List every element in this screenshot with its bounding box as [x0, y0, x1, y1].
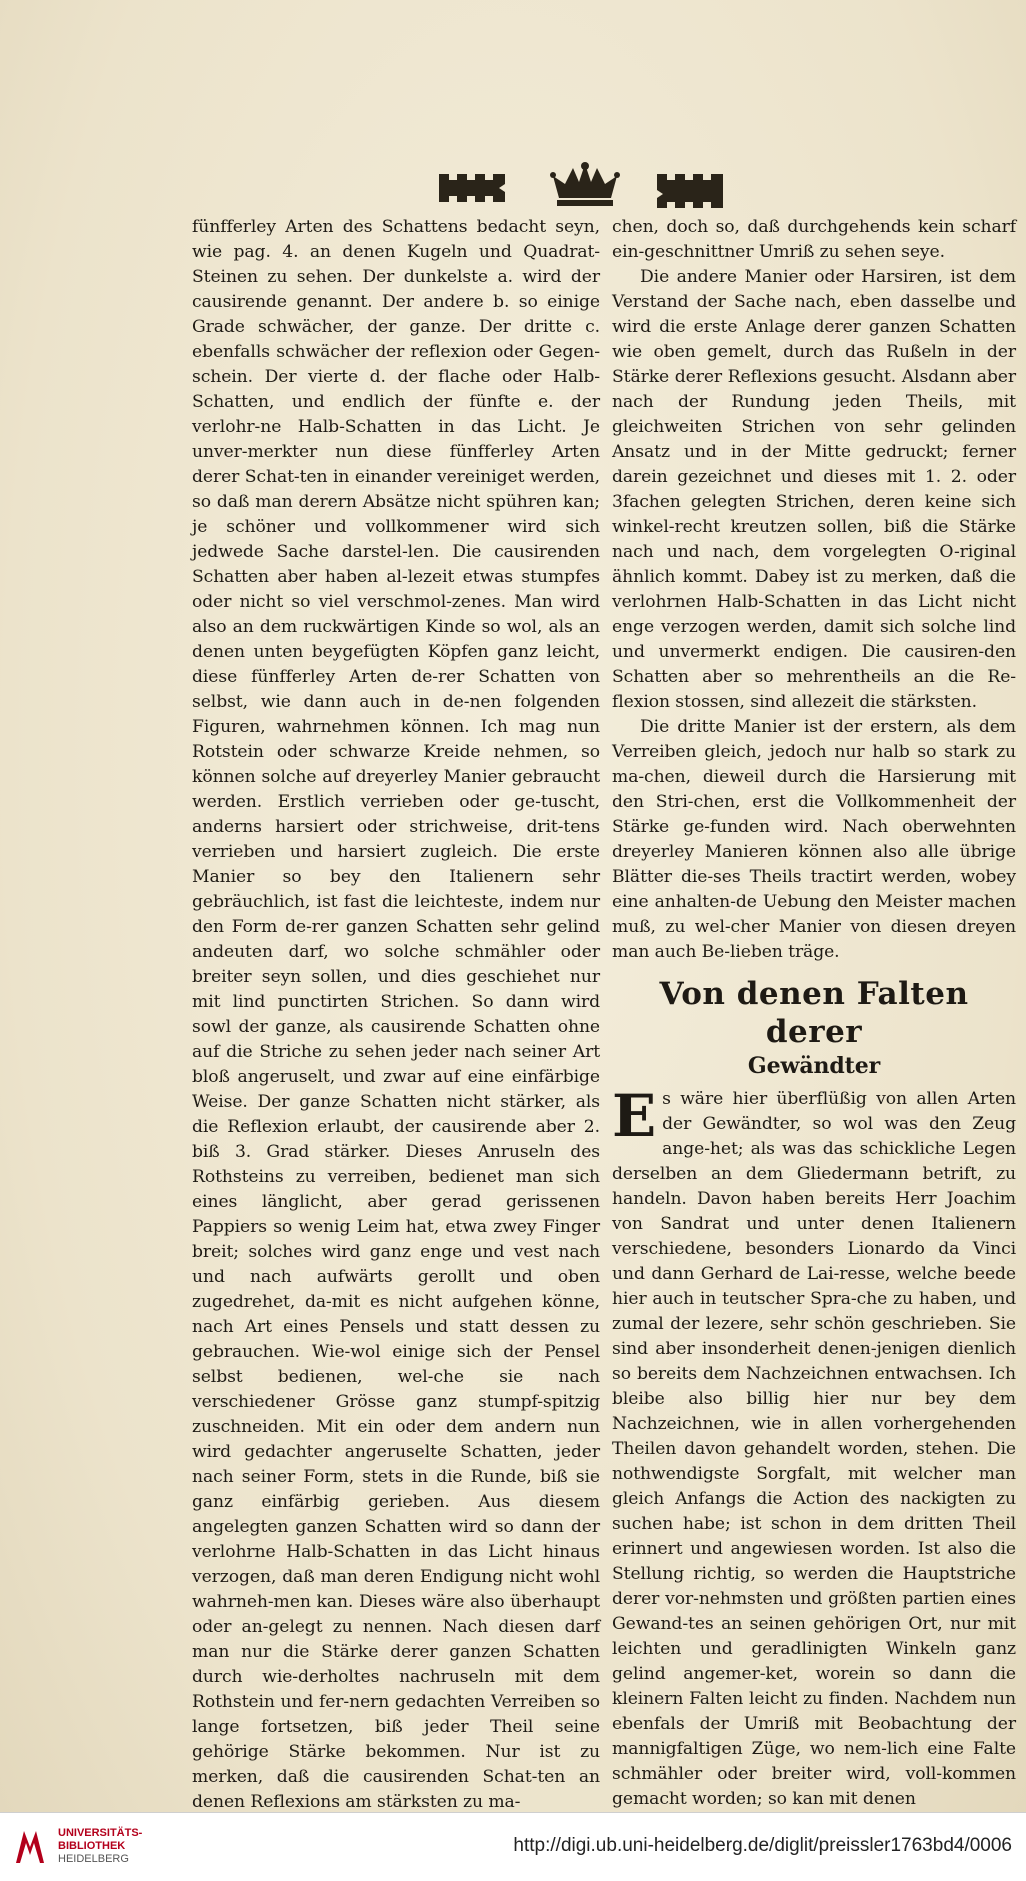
- continuation-paragraph: chen, doch so, daß durchgehends kein scharf ein-geschnittner Umriß zu sehen seye.: [612, 217, 1016, 262]
- third-manner-paragraph: Die dritte Manier ist der erstern, als dem Verreiben gleich, jedoch nur halb so stark zu ma-chen, dieweil durch die Harsierung mit den Stri-chen, erst die Vollkommenheit der Stärke ge-funden wird. Nach oberwehnten dreyerley Manieren können also alle übrige Blätter die-ses Theils tractirt werden, wobey eine anhalten-de Uebung den Meister machen muß, zu wel-cher Manier von diesen dreyen man auch Be-lieben träge.: [612, 717, 1016, 962]
- section-subheading: Gewändter: [747, 1053, 881, 1079]
- library-name-line3: HEIDELBERG: [58, 1853, 129, 1865]
- section-paragraph: [612, 1082, 1016, 1812]
- library-name: [58, 1827, 142, 1866]
- footer-bar: [0, 1812, 1026, 1881]
- right-column: [612, 215, 1016, 1837]
- library-name-line2: BIBLIOTHEK: [58, 1840, 126, 1852]
- left-column-text: fünfferley Arten des Schattens bedacht seyn, wie pag. 4. an denen Kugeln und Quadrat-Steinen zu sehen. Der dunkelste a. wird der causirende genannt. Der andere b. so einige Grade schwächer, der ganze. Der dritte c. ebenfalls schwächer der reflexion oder Gegen-schein. Der vierte d. der flache oder Halb-Schatten, und endlich der fünfte e. der verlohr-ne Halb-Schatten in das Licht. Je unver-merkter nun diese fünfferley Arten derer Schat-ten in einander vereiniget werden, so daß man derern Absätze nicht spühren kan; je schöner und vollkommener wird sich jedwede Sache darstel-len. Die causirenden Schatten aber haben al-lezeit etwas stumpfes oder nicht so viel verschmol-zenes. Man wird also an dem ruckwärtigen Kinde so wol, als an denen unten beygefügten Köpfen ganz leicht, diese fünfferley Arten de-rer Schatten von selbst, wie dann auch in de-nen folgenden Figuren, wahrnehmen können. Ich mag nun Rotstein oder schwarze Kreide nehmen, so können solche auf dreyerley Manier gebraucht werden. Erstlich verrieben oder ge-tuscht, anderns harsiert oder strichweise, drit-tens verrieben und harsiert zugleich. Die erste Manier so bey den Italienern sehr gebräuchlich, ist fast die leichteste, indem nur den Form de-rer ganzen Schatten sehr gelind andeuten darf, wo solche schmähler oder breiter seyn sollen, und dies geschiehet nur mit lind punctirten Strichen. So dann wird sowl der ganze, als causirende Schatten ohne auf die Striche zu sehen jeder nach seiner Art bloß angeruselt, und zwar auf eine einfärbige Weise. Der ganze Schatten nicht stärker, als die Reflexion erlaubt, der causirende aber 2. biß 3. Grad stärker. Dieses Anruseln des Rothsteins zu verreiben, bedienet man sich eines länglicht, aber gerad gerissenen Pappiers so wenig Leim hat, etwa zwey Finger breit; solches wird ganz enge und vest nach und nach aufwärts gerollt und oben zugedrehet, da-mit es nicht aufgehen könne, nach Art eines Pensels und statt dessen zu gebrauchen. Wie-wol einige sich der Pensel selbst bedienen, wel-che sie nach verschiedener Grösse ganz stumpf-spitzig zuschneiden. Mit ein oder dem andern nun wird gedachter angeruselte Schatten, jeder nach seiner Form, stets in die Runde, biß sie ganz einfärbig gerieben. Aus diesem angelegten ganzen Schatten wird so dann der verlohrne Halb-Schatten in das Licht hinaus verzogen, daß man deren Endigung nicht wohl wahrneh-men kan. Dieses wäre also überhaupt oder an-gelegt zu nennen. Nach diesen darf man nur die Stärke derer ganzen Schatten durch wie-derholtes nachruseln mit dem Rothstein und fer-nern gedachten Verreiben so lange fortsetzen, biß jeder Theil seine gehörige Stärke bekommen. Nur ist zu merken, daß die causirenden Schat-ten an denen Reflexions am stärksten zu ma-: [192, 217, 600, 1812]
- left-column: [192, 215, 600, 1815]
- second-manner-paragraph: Die andere Manier oder Harsiren, ist dem Verstand der Sache nach, eben dasselbe und wird die erste Anlage derer ganzen Schatten wie oben gemelt, durch das Rußeln in der Stärke derer Reflexions gesucht. Alsdann aber nach der Rundung jeden Theils, mit gleichweiten Strichen von sehr gelinden Ansatz und in der Mitte gedruckt; ferner darein gezeichnet und dieses mit 1. 2. oder 3fachen gelegten Strichen, deren keine sich winkel-recht kreutzen sollen, biß die Stärke nach und nach, dem vorgelegten O-riginal ähnlich kommt. Dabey ist zu merken, daß die verlohrnen Halb-Schatten in das Licht nicht enge verzogen werden, damit sich solche lind und unvermerkt endigen. Die causiren-den Schatten aber so mehrentheils an die Re-flexion stossen, sind allezeit die stärksten.: [612, 267, 1016, 712]
- source-url-link[interactable]: http://digi.ub.uni-heidelberg.de/diglit/preissler1763bd4/0006: [513, 1835, 1012, 1856]
- crown-ornament-icon: [435, 160, 735, 212]
- drop-cap: E: [612, 1082, 657, 1150]
- library-name-line1: UNIVERSITÄTS-: [58, 1827, 143, 1839]
- section-heading: Von denen Falten derer: [659, 976, 969, 1050]
- university-seal-icon: [10, 1825, 50, 1869]
- section-paragraph-text: s wäre hier überflüßig von allen Arten der Gewändter, so wol was den Zeug ange-het; als was das schickliche Legen derselben an dem Gliedermann betrift, zu handeln. Davon haben bereits Herr Joachim von Sandrat und unter denen Italienern verschiedene, besonders Lionardo da Vinci und dann Gerhard de Lai-resse, welche beede hier auch in teutscher Spra-che zu haben, und zumal der lezere, sehr schön geschrieben. Sie sind aber insonderheit denen-jenigen dienlich so bereits dem Nachzeichnen entwachsen. Ich bleibe also billig hier nur bey dem Nachzeichnen, wie in allen vorhergehenden Theilen davon gehandelt worden, stehen. Die nothwendigste Sorgfalt, mit welcher man gleich Anfangs die Action des nackigten zu suchen habe; ist schon in dem dritten Theil erinnert und angewiesen worden. Ist also die Stellung richtig, so werden die Hauptstriche derer vor-nehmsten und größten partien eines Gewand-tes an seinen gehörigen Ort, nur mit leichten und geradlinigten Winkeln ganz gelind angemer-ket, worein so dann die kleinern Falten leicht zu finden. Nachdem nun ebenfals der Umriß mit Beobachtung der mannigfaltigen Züge, wo nem-lich eine Falte schmähler oder breiter wird, voll-kommen gemacht worden; so kan mit denen: [612, 1089, 1016, 1809]
